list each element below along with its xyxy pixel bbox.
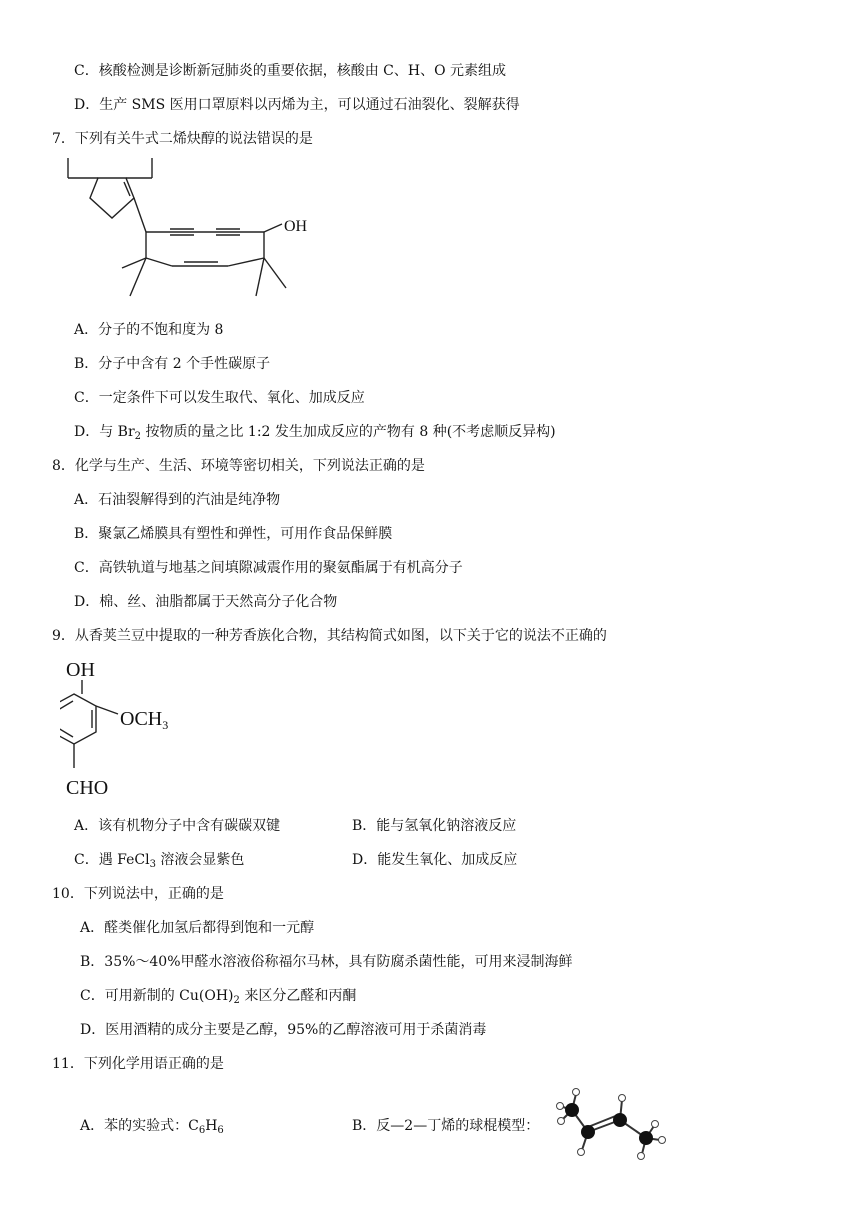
q7-molecule-structure	[60, 156, 320, 302]
q11-trans-2-butene-ball-stick-model	[550, 1086, 674, 1162]
q7-option-c: C．一定条件下可以发生取代、氧化、加成反应	[74, 390, 365, 406]
q6-option-c: C．核酸检测是诊断新冠肺炎的重要依据，核酸由 C、H、O 元素组成	[74, 63, 507, 79]
q10-option-d: D．医用酒精的成分主要是乙醇，95%的乙醇溶液可用于杀菌消毒	[80, 1022, 487, 1038]
q7-stem: 7．下列有关牛式二烯炔醇的说法错误的是	[52, 131, 313, 147]
q10-stem: 10．下列说法中，正确的是	[52, 886, 224, 902]
q9-option-d: D．能发生氧化、加成反应	[352, 852, 518, 868]
q7-option-a: A．分子的不饱和度为 8	[74, 322, 224, 338]
q11-option-b: B．反—2—丁烯的球棍模型：	[352, 1118, 540, 1134]
q8-option-b: B．聚氯乙烯膜具有塑性和弹性，可用作食品保鲜膜	[74, 526, 393, 542]
q9-stem: 9．从香荚兰豆中提取的一种芳香族化合物，其结构简式如图，以下关于它的说法不正确的	[52, 628, 607, 644]
q9-cho-label: CHO	[66, 777, 109, 799]
q8-option-a: A．石油裂解得到的汽油是纯净物	[74, 492, 281, 508]
q8-option-d: D．棉、丝、油脂都属于天然高分子化合物	[74, 594, 338, 610]
q11-stem: 11．下列化学用语正确的是	[52, 1056, 224, 1072]
q10-option-a: A．醛类催化加氢后都得到饱和一元醇	[80, 920, 315, 936]
q7-oh-label: OH	[284, 218, 308, 235]
q10-option-c: C．可用新制的 $Cu(OH)_2$ 来区分乙醛和丙酮	[80, 988, 357, 1006]
q9-option-c: C．遇 FeCl$_3$ 溶液会显紫色	[74, 852, 245, 870]
q9-och3-label: $OCH_3$	[120, 708, 169, 732]
q7-option-d: D．与 $Br_2$ 按物质的量之比 1:2 发生加成反应的产物有 8 种(不考虑顺反异构)	[74, 424, 556, 442]
q9-oh-label: OH	[66, 659, 95, 681]
q9-vanillin-structure	[60, 654, 190, 804]
q8-option-c: C．高铁轨道与地基之间填隙减震作用的聚氨酯属于有机高分子	[74, 560, 463, 576]
q6-option-d: D．生产 SMS 医用口罩原料以丙烯为主，可以通过石油裂化、裂解获得	[74, 97, 520, 113]
q9-option-b: B．能与氢氧化钠溶液反应	[352, 818, 517, 834]
q7-option-b: B．分子中含有 2 个手性碳原子	[74, 356, 271, 372]
q11-option-a: A．苯的实验式：$C_6H_6$	[80, 1118, 224, 1136]
q9-option-a: A．该有机物分子中含有碳碳双键	[74, 818, 281, 834]
q10-option-b: B．35%～40%甲醛水溶液俗称福尔马林，具有防腐杀菌性能，可用来浸制海鲜	[80, 954, 573, 970]
q8-stem: 8．化学与生产、生活、环境等密切相关，下列说法正确的是	[52, 458, 425, 474]
